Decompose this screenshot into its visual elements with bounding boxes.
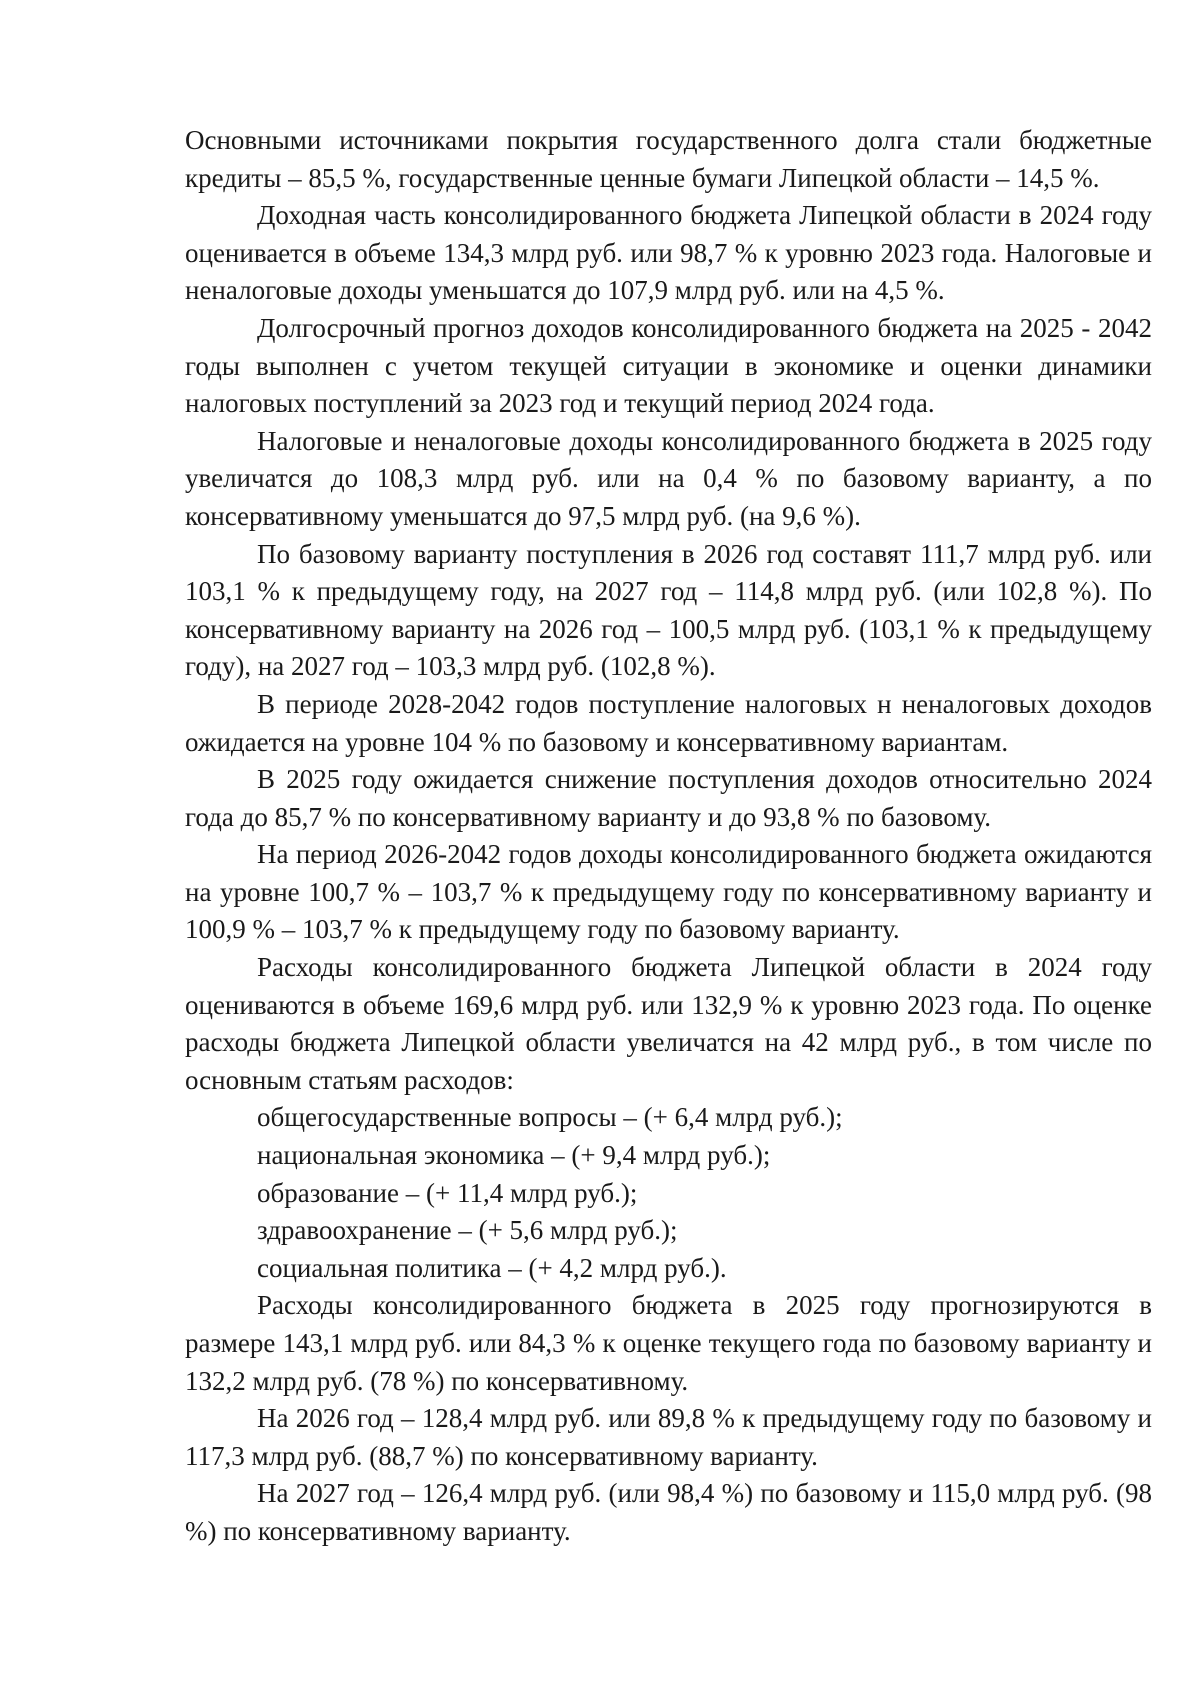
expense-item-education: образование – (+ 11,4 млрд руб.); <box>257 1177 638 1208</box>
document-body <box>185 122 1152 1551</box>
paragraph-expenses-2025: Расходы консолидированного бюджета в 2025 году прогнозируются в размере 143,1 млрд руб. или 84,3 % к оценке текущего года по базовому варианту и 132,2 млрд руб. (78 %) по консервативному. <box>185 1290 1152 1396</box>
paragraph-expenses-2024: Расходы консолидированного бюджета Липецкой области в 2024 году оцениваются в объеме 169,6 млрд руб. или 132,9 % к уровню 2023 года. По оценке расходы бюджета Липецкой области увеличатся на 42 млрд руб., в том числе по основным статьям расходов: <box>185 952 1152 1095</box>
paragraph-revenue-decline-2025: В 2025 году ожидается снижение поступления доходов относительно 2024 года до 85,7 % по консервативному варианту и до 93,8 % по базовому. <box>185 764 1152 832</box>
paragraph-expenses-2026: На 2026 год – 128,4 млрд руб. или 89,8 % к предыдущему году по базовому и 117,3 млрд руб. (88,7 %) по консервативному варианту. <box>185 1403 1152 1471</box>
paragraph-base-variant-2026-2027: По базовому варианту поступления в 2026 год составят 111,7 млрд руб. или 103,1 % к предыдущему году, на 2027 год – 114,8 млрд руб. (или 102,8 %). По консервативному варианту на 2026 год – 100,5 млрд руб. (103,1 % к предыдущему году), на 2027 год – 103,3 млрд руб. (102,8 %). <box>185 538 1152 682</box>
paragraph-period-2028-2042: В периоде 2028-2042 годов поступление налоговых н неналоговых доходов ожидается на уровне 104 % по базовому и консервативному вариантам. <box>185 688 1152 757</box>
paragraph-expenses-2027: На 2027 год – 126,4 млрд руб. (или 98,4 %) по базовому и 115,0 млрд руб. (98 %) по консервативному варианту. <box>185 1478 1152 1546</box>
paragraph-debt-sources: Основными источниками покрытия государственного долга стали бюджетные кредиты – 85,5 %, государственные ценные бумаги Липецкой области – 14,5 %. <box>185 125 1152 193</box>
paragraph-revenue-2026-2042: На период 2026-2042 годов доходы консолидированного бюджета ожидаются на уровне 100,7 % – 103,7 % к предыдущему году по консервативному варианту и 100,9 % – 103,7 % к предыдущему году по базовому варианту. <box>185 839 1152 945</box>
expense-item-healthcare: здравоохранение – (+ 5,6 млрд руб.); <box>257 1215 678 1246</box>
expense-item-economy: национальная экономика – (+ 9,4 млрд руб.); <box>257 1140 771 1171</box>
expense-item-social-policy: социальная политика – (+ 4,2 млрд руб.). <box>257 1252 727 1283</box>
expense-item-general: общегосударственные вопросы – (+ 6,4 млрд руб.); <box>257 1102 843 1133</box>
paragraph-revenue-2024: Доходная часть консолидированного бюджета Липецкой области в 2024 году оценивается в объеме 134,3 млрд руб. или 98,7 % к уровню 2023 года. Налоговые и неналоговые доходы уменьшатся до 107,9 млрд руб. или на 4,5 %. <box>185 200 1152 306</box>
paragraph-tax-revenue-2025: Налоговые и неналоговые доходы консолидированного бюджета в 2025 году увеличатся до 108,3 млрд руб. или на 0,4 % по базовому варианту, а по консервативному уменьшатся до 97,5 млрд руб. (на 9,6 %). <box>185 425 1152 531</box>
paragraph-long-term-forecast: Долгосрочный прогноз доходов консолидированного бюджета на 2025 - 2042 годы выполнен с учетом текущей ситуации в экономике и оценки динамики налоговых поступлений за 2023 год и текущий период 2024 года. <box>185 312 1152 419</box>
